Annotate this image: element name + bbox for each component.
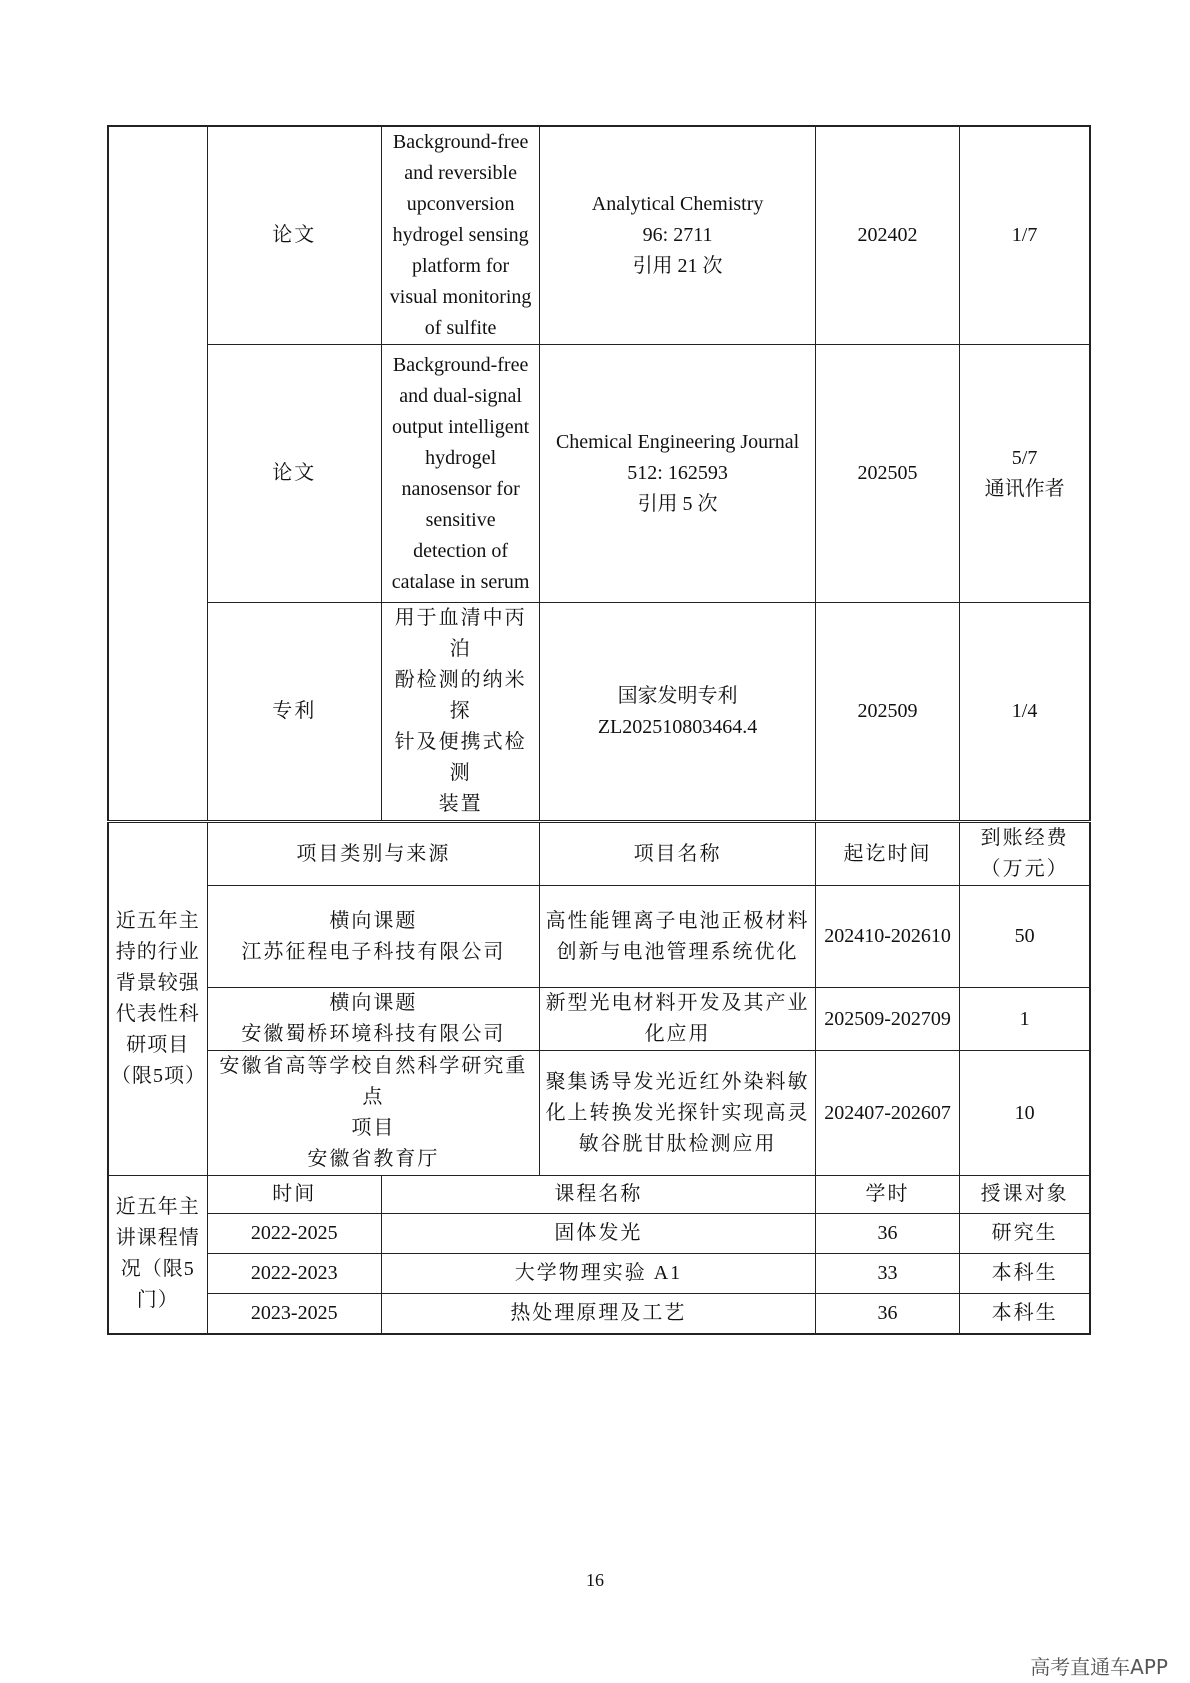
course-time: 2022-2023 xyxy=(207,1254,381,1294)
course-name: 固体发光 xyxy=(381,1214,815,1254)
course-row xyxy=(108,1254,1090,1294)
paper-type: 论文 xyxy=(207,126,381,345)
courses-section-label: 近五年主 讲课程情 况（限5 门） xyxy=(108,1176,207,1334)
projects-header-funding: 到账经费 （万元） xyxy=(960,822,1090,886)
project-name: 新型光电材料开发及其产业 化应用 xyxy=(540,988,816,1051)
project-source: 横向课题 安徽蜀桥环境科技有限公司 xyxy=(207,988,540,1051)
project-source: 安徽省高等学校自然科学研究重点 项目 安徽省教育厅 xyxy=(207,1051,540,1176)
courses-header-row xyxy=(108,1176,1090,1214)
paper-rank: 1/7 xyxy=(960,126,1090,345)
paper-title: Background-free and dual-signal output intelligent hydrogel nanosensor for sensitive detection of catalase in serum xyxy=(381,345,539,603)
paper-date: 202402 xyxy=(815,126,959,345)
project-funding: 50 xyxy=(960,886,1090,988)
patent-rank: 1/4 xyxy=(960,603,1090,822)
watermark: 高考直通车APP xyxy=(1030,1655,1168,1679)
continued-category-cell xyxy=(108,126,207,822)
projects-header-source: 项目类别与来源 xyxy=(207,822,540,886)
course-audience: 本科生 xyxy=(960,1294,1090,1334)
project-period: 202410-202610 xyxy=(815,886,959,988)
paper-venue: Analytical Chemistry 96: 2711 引用 21 次 xyxy=(540,126,816,345)
project-funding: 1 xyxy=(960,988,1090,1051)
course-time: 2023-2025 xyxy=(207,1294,381,1334)
course-time: 2022-2025 xyxy=(207,1214,381,1254)
course-audience: 本科生 xyxy=(960,1254,1090,1294)
page-number: 16 xyxy=(586,1570,604,1590)
course-name: 热处理原理及工艺 xyxy=(381,1294,815,1334)
projects-header-period: 起讫时间 xyxy=(815,822,959,886)
patent-venue: 国家发明专利 ZL202510803464.4 xyxy=(540,603,816,822)
course-hours: 33 xyxy=(815,1254,959,1294)
paper-row xyxy=(108,345,1090,603)
project-source: 横向课题 江苏征程电子科技有限公司 xyxy=(207,886,540,988)
courses-header-audience: 授课对象 xyxy=(960,1176,1090,1214)
patent-row xyxy=(108,603,1090,822)
project-row xyxy=(108,1051,1090,1176)
project-name: 高性能锂离子电池正极材料 创新与电池管理系统优化 xyxy=(540,886,816,988)
project-name: 聚集诱导发光近红外染料敏 化上转换发光探针实现高灵 敏谷胱甘肽检测应用 xyxy=(540,1051,816,1176)
paper-type: 论文 xyxy=(207,345,381,603)
paper-venue: Chemical Engineering Journal 512: 162593 引用 5 次 xyxy=(540,345,816,603)
paper-row xyxy=(108,126,1090,345)
course-hours: 36 xyxy=(815,1214,959,1254)
courses-header-hours: 学时 xyxy=(815,1176,959,1214)
project-funding: 10 xyxy=(960,1051,1090,1176)
patent-type: 专利 xyxy=(207,603,381,822)
course-audience: 研究生 xyxy=(960,1214,1090,1254)
patent-title: 用于血清中丙泊 酚检测的纳米探 针及便携式检测 装置 xyxy=(381,603,539,822)
course-name: 大学物理实验 A1 xyxy=(381,1254,815,1294)
projects-header-name: 项目名称 xyxy=(540,822,816,886)
projects-section-label: 近五年主 持的行业 背景较强 代表性科 研项目 （限5项） xyxy=(108,822,207,1176)
achievements-table xyxy=(107,125,1091,1335)
project-row xyxy=(108,886,1090,988)
paper-title: Background-free and reversible upconversion hydrogel sensing platform for visual monitoring of sulfite xyxy=(381,126,539,345)
paper-date: 202505 xyxy=(815,345,959,603)
project-period: 202509-202709 xyxy=(815,988,959,1051)
project-row xyxy=(108,988,1090,1051)
courses-header-time: 时间 xyxy=(207,1176,381,1214)
project-period: 202407-202607 xyxy=(815,1051,959,1176)
course-row xyxy=(108,1294,1090,1334)
paper-rank: 5/7 通讯作者 xyxy=(960,345,1090,603)
projects-header-row xyxy=(108,822,1090,886)
course-hours: 36 xyxy=(815,1294,959,1334)
course-row xyxy=(108,1214,1090,1254)
courses-header-name: 课程名称 xyxy=(381,1176,815,1214)
patent-date: 202509 xyxy=(815,603,959,822)
